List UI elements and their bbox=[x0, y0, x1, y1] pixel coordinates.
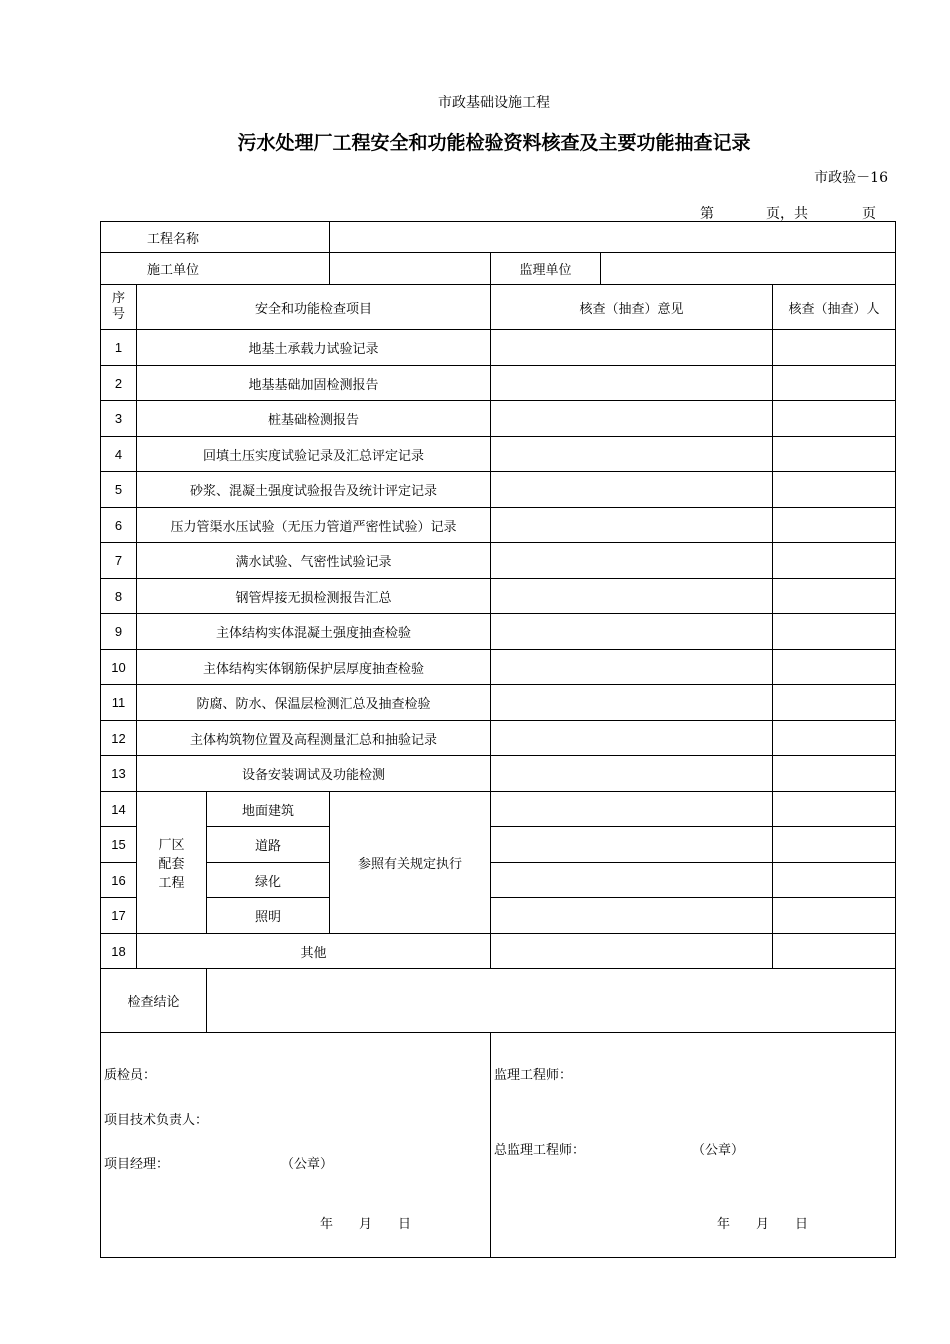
item-name: 砂浆、混凝土强度试验报告及统计评定记录 bbox=[137, 472, 491, 508]
page-label-di: 第 bbox=[700, 206, 714, 222]
opinion-cell[interactable] bbox=[491, 508, 773, 543]
table-row bbox=[101, 685, 896, 721]
inspector-cell[interactable] bbox=[773, 898, 896, 934]
tech-lead-label: 项目技术负责人： bbox=[104, 1113, 209, 1128]
row-number: 4 bbox=[101, 437, 137, 472]
project-name-label: 工程名称 bbox=[101, 222, 330, 253]
item-name: 照明 bbox=[207, 898, 330, 934]
item-name: 回填土压实度试验记录及汇总评定记录 bbox=[137, 437, 491, 472]
table-row bbox=[101, 543, 896, 579]
row-number: 7 bbox=[101, 543, 137, 579]
page-label-ye-gong: 页，共 bbox=[766, 206, 808, 222]
inspector-cell[interactable] bbox=[773, 472, 896, 508]
inspector-cell[interactable] bbox=[773, 827, 896, 863]
supervision-unit-label: 监理单位 bbox=[491, 253, 601, 285]
item-name: 地基基础加固检测报告 bbox=[137, 366, 491, 401]
supervision-unit-field[interactable] bbox=[601, 253, 896, 285]
row-number: 5 bbox=[101, 472, 137, 508]
project-manager-label: 项目经理： bbox=[104, 1157, 170, 1172]
inspector-cell[interactable] bbox=[773, 366, 896, 401]
table-row bbox=[101, 756, 896, 792]
opinion-cell[interactable] bbox=[491, 330, 773, 366]
table-row bbox=[101, 721, 896, 756]
row-number: 13 bbox=[101, 756, 137, 792]
opinion-cell[interactable] bbox=[491, 721, 773, 756]
table-row bbox=[101, 401, 896, 437]
inspection-table bbox=[100, 221, 896, 1258]
item-name: 设备安装调试及功能检测 bbox=[137, 756, 491, 792]
table-row bbox=[101, 650, 896, 685]
inspector-cell[interactable] bbox=[773, 330, 896, 366]
row-number: 11 bbox=[101, 685, 137, 721]
item-name: 绿化 bbox=[207, 863, 330, 898]
subtitle: 市政基础设施工程 bbox=[438, 95, 550, 111]
table-row bbox=[101, 579, 896, 614]
inspector-cell[interactable] bbox=[773, 756, 896, 792]
inspector-cell[interactable] bbox=[773, 934, 896, 969]
item-name: 主体结构实体钢筋保护层厚度抽查检验 bbox=[137, 650, 491, 685]
opinion-cell[interactable] bbox=[491, 792, 773, 827]
item-name: 压力管渠水压试验（无压力管道严密性试验）记录 bbox=[137, 508, 491, 543]
opinion-cell[interactable] bbox=[491, 579, 773, 614]
construction-unit-field[interactable] bbox=[330, 253, 491, 285]
table-row bbox=[101, 827, 896, 863]
page-label-ye: 页 bbox=[862, 206, 876, 222]
item-name: 钢管焊接无损检测报告汇总 bbox=[137, 579, 491, 614]
opinion-cell[interactable] bbox=[491, 614, 773, 650]
table-row bbox=[101, 614, 896, 650]
opinion-cell[interactable] bbox=[491, 756, 773, 792]
item-name: 防腐、防水、保温层检测汇总及抽查检验 bbox=[137, 685, 491, 721]
row-number: 17 bbox=[101, 898, 137, 934]
col-seq-header: 序号 bbox=[101, 285, 137, 330]
row-number: 16 bbox=[101, 863, 137, 898]
page-title: 污水处理厂工程安全和功能检验资料核查及主要功能抽查记录 bbox=[237, 132, 751, 154]
item-name: 桩基础检测报告 bbox=[137, 401, 491, 437]
project-name-field[interactable] bbox=[330, 222, 896, 253]
chief-supervising-engineer-label: 总监理工程师： bbox=[494, 1143, 586, 1158]
item-name: 地面建筑 bbox=[207, 792, 330, 827]
inspector-cell[interactable] bbox=[773, 579, 896, 614]
inspector-cell[interactable] bbox=[773, 543, 896, 579]
row-number: 14 bbox=[101, 792, 137, 827]
row-number: 12 bbox=[101, 721, 137, 756]
item-name: 道路 bbox=[207, 827, 330, 863]
item-name: 主体构筑物位置及高程测量汇总和抽验记录 bbox=[137, 721, 491, 756]
table-row bbox=[101, 898, 896, 934]
inspector-cell[interactable] bbox=[773, 792, 896, 827]
table-row bbox=[101, 330, 896, 366]
table-row bbox=[101, 437, 896, 472]
contractor-signature-block bbox=[101, 1033, 491, 1258]
row-number: 8 bbox=[101, 579, 137, 614]
inspector-cell[interactable] bbox=[773, 650, 896, 685]
row-number: 10 bbox=[101, 650, 137, 685]
opinion-cell[interactable] bbox=[491, 934, 773, 969]
table-row bbox=[101, 508, 896, 543]
table-row bbox=[101, 472, 896, 508]
opinion-cell[interactable] bbox=[491, 472, 773, 508]
opinion-cell[interactable] bbox=[491, 401, 773, 437]
construction-unit-label: 施工单位 bbox=[101, 253, 330, 285]
opinion-cell[interactable] bbox=[491, 650, 773, 685]
item-name: 地基土承载力试验记录 bbox=[137, 330, 491, 366]
conclusion-label: 检查结论 bbox=[101, 969, 207, 1033]
table-row bbox=[101, 366, 896, 401]
opinion-cell[interactable] bbox=[491, 685, 773, 721]
inspector-cell[interactable] bbox=[773, 437, 896, 472]
col-person-header: 核查（抽查）人 bbox=[773, 285, 896, 330]
table-row bbox=[101, 792, 896, 827]
col-item-header: 安全和功能检查项目 bbox=[137, 285, 491, 330]
inspector-cell[interactable] bbox=[773, 721, 896, 756]
row-number: 18 bbox=[101, 934, 137, 969]
opinion-cell[interactable] bbox=[491, 898, 773, 934]
date-left: 年 月 日 bbox=[320, 1217, 412, 1232]
form-code: 市政验－16 bbox=[814, 170, 888, 186]
opinion-cell[interactable] bbox=[491, 827, 773, 863]
col-opinion-header: 核查（抽查）意见 bbox=[491, 285, 773, 330]
plant-group-note: 参照有关规定执行 bbox=[330, 792, 491, 934]
inspector-cell[interactable] bbox=[773, 401, 896, 437]
inspector-cell[interactable] bbox=[773, 685, 896, 721]
plant-group-text: 厂区配套工程 bbox=[158, 838, 185, 891]
inspector-cell[interactable] bbox=[773, 863, 896, 898]
opinion-cell[interactable] bbox=[491, 366, 773, 401]
item-name: 满水试验、气密性试验记录 bbox=[137, 543, 491, 579]
seal-right: （公章） bbox=[692, 1143, 745, 1158]
item-name: 主体结构实体混凝土强度抽查检验 bbox=[137, 614, 491, 650]
row-number: 6 bbox=[101, 508, 137, 543]
table-row bbox=[101, 934, 896, 969]
date-right: 年 月 日 bbox=[717, 1217, 809, 1232]
supervising-engineer-label: 监理工程师： bbox=[494, 1068, 573, 1083]
seal-left: （公章） bbox=[281, 1157, 334, 1172]
table-row bbox=[101, 863, 896, 898]
row-number: 9 bbox=[101, 614, 137, 650]
conclusion-field[interactable] bbox=[207, 969, 896, 1033]
quality-inspector-label: 质检员： bbox=[104, 1068, 157, 1083]
row-number: 15 bbox=[101, 827, 137, 863]
row-number: 1 bbox=[101, 330, 137, 366]
row-number: 2 bbox=[101, 366, 137, 401]
row-number: 3 bbox=[101, 401, 137, 437]
inspector-cell[interactable] bbox=[773, 614, 896, 650]
opinion-cell[interactable] bbox=[491, 437, 773, 472]
item-name: 其他 bbox=[137, 934, 491, 969]
opinion-cell[interactable] bbox=[491, 543, 773, 579]
plant-group-label bbox=[137, 792, 207, 934]
opinion-cell[interactable] bbox=[491, 863, 773, 898]
inspector-cell[interactable] bbox=[773, 508, 896, 543]
